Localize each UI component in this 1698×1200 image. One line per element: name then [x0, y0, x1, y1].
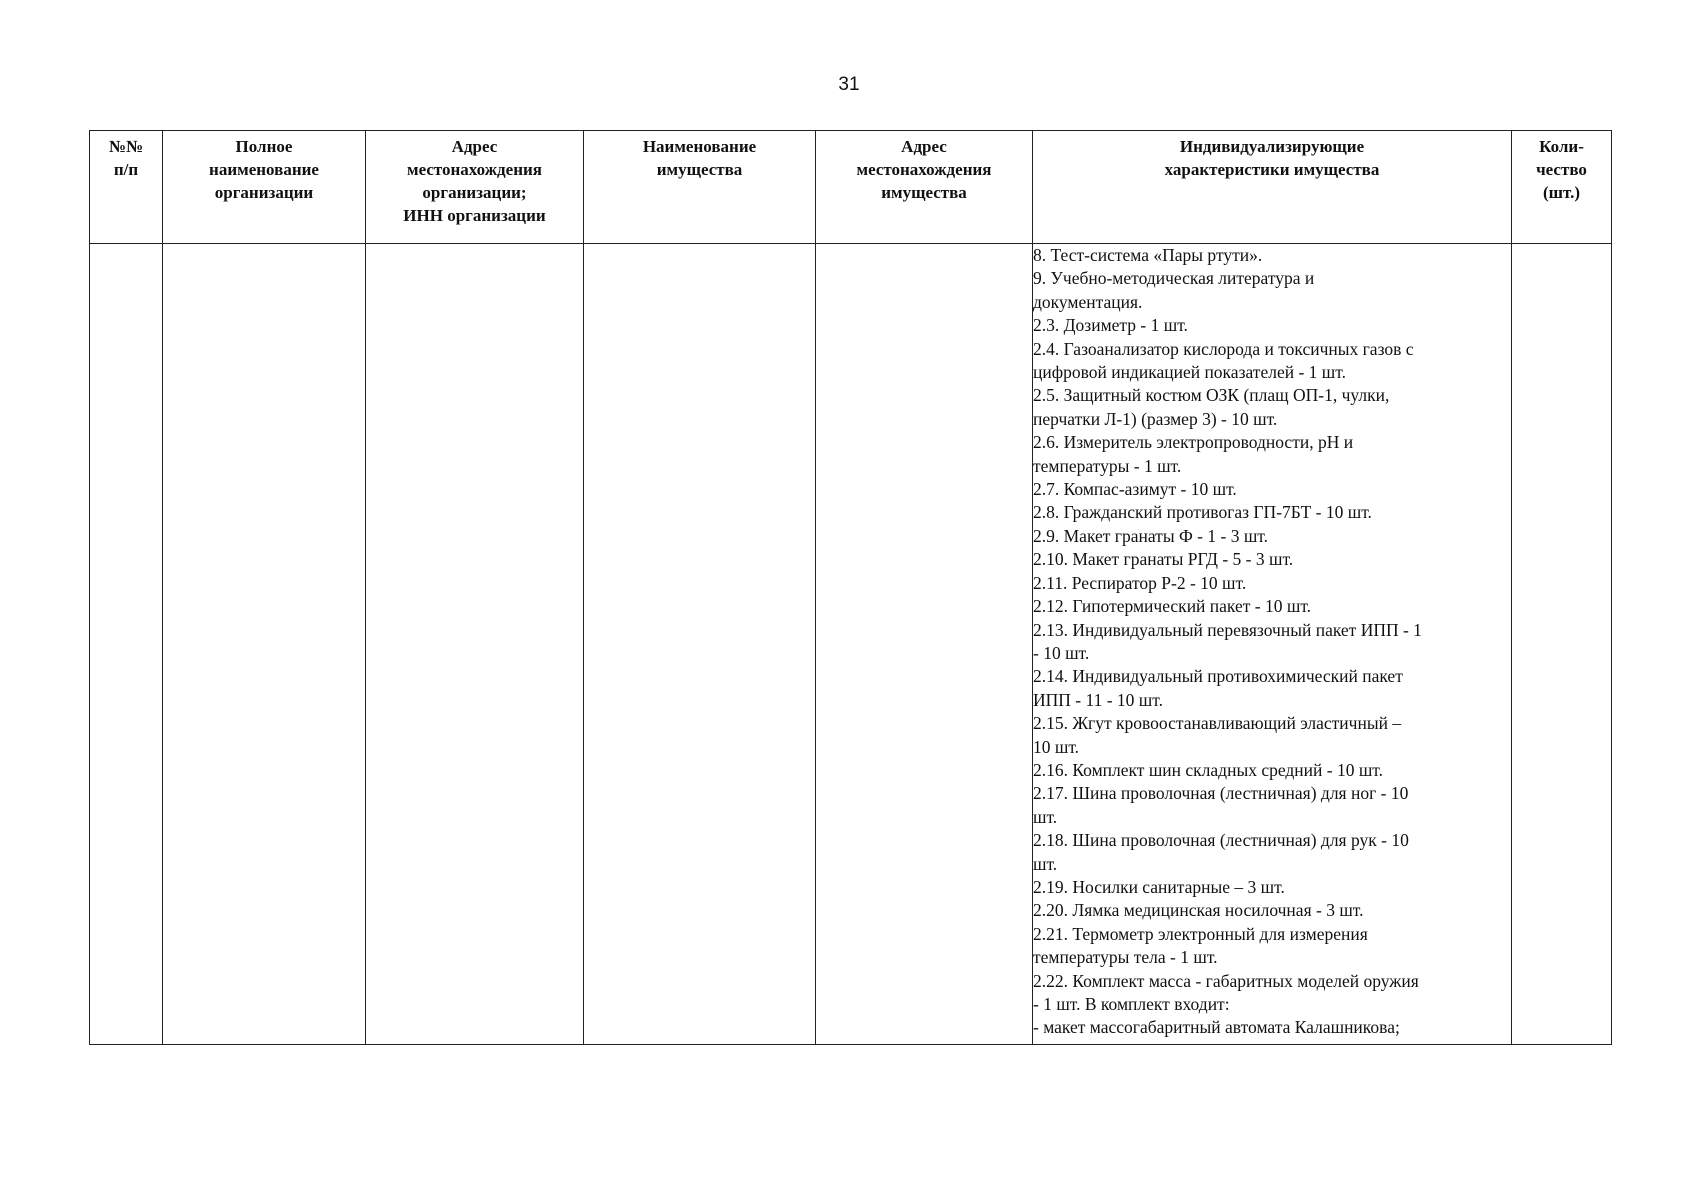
characteristic-line: 2.5. Защитный костюм ОЗК (плащ ОП-1, чулки, [1033, 385, 1390, 406]
cell-number [90, 244, 163, 1045]
characteristic-line: 10 шт. [1033, 736, 1080, 757]
characteristic-line: 8. Тест-система «Пары ртути». [1033, 245, 1263, 265]
header-property-name: Наименование имущества [584, 131, 816, 244]
cell-property-name [584, 244, 816, 1045]
characteristic-line: документация. [1033, 291, 1143, 312]
characteristic-line: 2.13. Индивидуальный перевязочный пакет ИПП - 1 [1033, 619, 1422, 640]
characteristic-line: 2.11. Респиратор Р-2 - 10 шт. [1033, 572, 1247, 593]
characteristic-line: 2.22. Комплект масса - габаритных моделей оружия [1033, 970, 1419, 991]
page-number: 31 [838, 74, 860, 95]
characteristic-line: 2.10. Макет гранаты РГД - 5 - 3 шт. [1033, 549, 1294, 570]
characteristic-line: шт. [1033, 806, 1058, 827]
characteristic-line: шт. [1033, 853, 1058, 874]
header-organization-address: Адрес местонахождения организации; ИНН организации [366, 131, 584, 244]
characteristic-line: 2.18. Шина проволочная (лестничная) для рук - 10 [1033, 830, 1409, 851]
cell-property-address [816, 244, 1033, 1045]
characteristic-line: 2.4. Газоанализатор кислорода и токсичных газов с [1033, 338, 1414, 359]
cell-organization-address [366, 244, 584, 1045]
characteristic-line: - макет массогабаритный автомата Калашникова; [1033, 1017, 1400, 1038]
header-quantity: Коли- чество (шт.) [1512, 131, 1612, 244]
property-table [89, 130, 1612, 1045]
cell-quantity [1512, 244, 1612, 1045]
characteristic-line: температуры - 1 шт. [1033, 455, 1182, 476]
characteristic-line: 2.21. Термометр электронный для измерения [1033, 923, 1368, 944]
header-characteristics: Индивидуализирующие характеристики имущества [1033, 131, 1512, 244]
characteristic-line: 2.17. Шина проволочная (лестничная) для ног - 10 [1033, 783, 1409, 804]
cell-characteristics [1033, 244, 1512, 1045]
characteristic-line: 2.8. Гражданский противогаз ГП-7БТ - 10 шт. [1033, 502, 1372, 523]
characteristic-line: 2.14. Индивидуальный противохимический пакет [1033, 666, 1403, 687]
characteristic-line: 2.20. Лямка медицинская носилочная - 3 шт. [1033, 900, 1364, 921]
characteristic-line: 9. Учебно-методическая литература и [1033, 268, 1315, 289]
header-property-address: Адрес местонахождения имущества [816, 131, 1033, 244]
characteristic-line: 2.15. Жгут кровоостанавливающий эластичный – [1033, 713, 1402, 734]
header-row [90, 131, 1612, 244]
characteristic-line: 2.12. Гипотермический пакет - 10 шт. [1033, 596, 1312, 617]
characteristic-line: 2.9. Макет гранаты Ф - 1 - 3 шт. [1033, 525, 1269, 546]
characteristic-line: 2.7. Компас-азимут - 10 шт. [1033, 479, 1237, 500]
characteristic-line: ИПП - 11 - 10 шт. [1033, 689, 1163, 710]
characteristic-line: цифровой индикацией показателей - 1 шт. [1033, 362, 1346, 383]
cell-organization-name [163, 244, 366, 1045]
table-row [90, 244, 1612, 1045]
header-number: №№ п/п [90, 131, 163, 244]
characteristic-line: - 1 шт. В комплект входит: [1033, 994, 1230, 1014]
characteristic-line: 2.16. Комплект шин складных средний - 10 шт. [1033, 759, 1384, 780]
characteristic-line: 2.6. Измеритель электропроводности, pH и [1033, 432, 1354, 453]
header-organization-name: Полное наименование организации [163, 131, 366, 244]
characteristic-line: температуры тела - 1 шт. [1033, 947, 1218, 968]
characteristic-line: - 10 шт. [1033, 642, 1090, 663]
characteristic-line: перчатки Л-1) (размер 3) - 10 шт. [1033, 408, 1278, 429]
characteristic-line: 2.3. Дозиметр - 1 шт. [1033, 315, 1188, 336]
characteristic-line: 2.19. Носилки санитарные – 3 шт. [1033, 876, 1285, 897]
